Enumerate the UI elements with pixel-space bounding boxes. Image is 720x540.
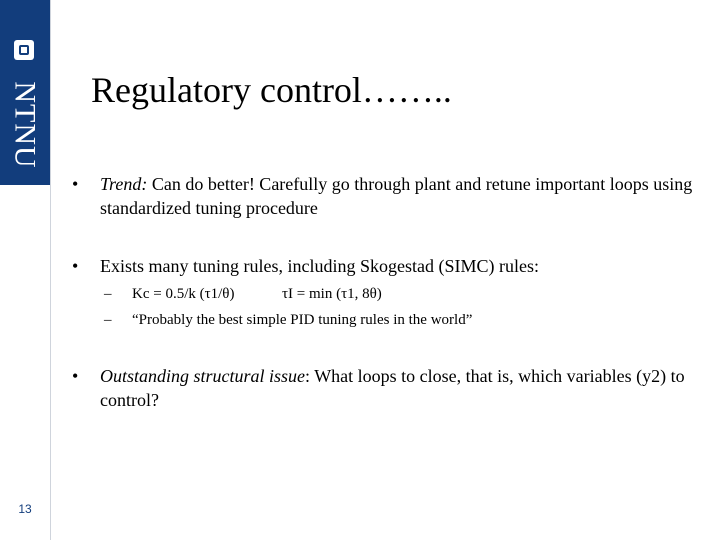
ntnu-logo	[0, 0, 50, 185]
logo-text: NTNU	[9, 81, 43, 169]
bullet-text: Exists many tuning rules, including Skogestad (SIMC) rules:	[100, 256, 539, 276]
page-number: 13	[18, 502, 32, 516]
bullet-marker: •	[72, 366, 79, 386]
taui-formula: τI = min (τ1, 8θ)	[282, 286, 382, 302]
bullet-lead: Outstanding structural issue	[100, 366, 306, 386]
subitem-text: “Probably the best simple PID tuning rules in the world”	[132, 312, 473, 328]
bullet-lead: Trend:	[100, 174, 148, 194]
subitem-marker: –	[104, 286, 112, 302]
bullet-marker: •	[72, 256, 79, 276]
kc-formula: Kc = 0.5/k (τ1/θ)	[132, 286, 235, 302]
bullet-text: : What loops to close, that is, which variables (y2) to control?	[100, 366, 685, 410]
slide-title: Regulatory control……..	[91, 70, 452, 110]
bullet-marker: •	[72, 174, 79, 194]
bullet-text: Can do better! Carefully go through plant and retune important loops using standardized tuning procedure	[100, 174, 693, 218]
sidebar	[0, 0, 51, 540]
ntnu-logo-icon	[14, 40, 34, 60]
subitem-marker: –	[104, 312, 112, 328]
